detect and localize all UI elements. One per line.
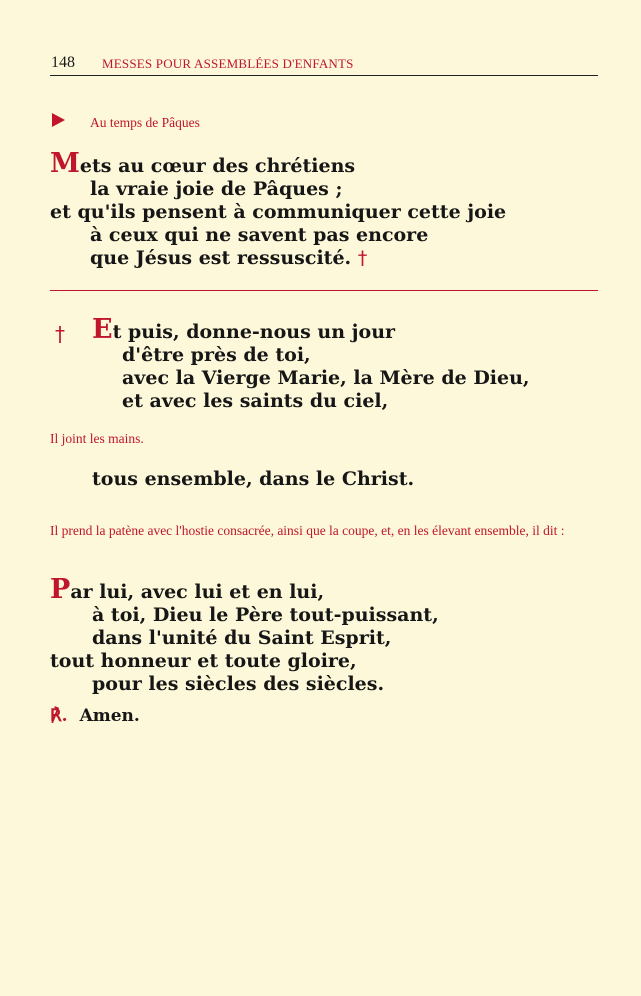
drop-cap: E (92, 314, 113, 345)
prayer-line: tout honneur et toute gloire, (50, 650, 357, 672)
prayer-line: pour les siècles des siècles. (92, 673, 385, 695)
cross-icon: † (55, 322, 65, 346)
page-header (50, 54, 598, 76)
easter-rubric: Au temps de Pâques (90, 115, 200, 130)
rubric-join-hands: Il joint les mains. (50, 431, 144, 446)
prayer-line: et avec les saints du ciel, (122, 390, 389, 412)
drop-cap: M (50, 148, 80, 179)
prayer-line: dans l'unité du Saint Esprit, (92, 627, 392, 649)
running-title: MESSES POUR ASSEMBLÉES D'ENFANTS (102, 56, 354, 71)
second-prayer (92, 314, 530, 413)
doxology (50, 574, 439, 696)
cross-icon: † (357, 247, 368, 269)
section-divider (50, 290, 598, 291)
play-arrow-icon (52, 113, 65, 127)
prayer-line: Par lui, avec lui et en lui, (50, 574, 325, 605)
drop-cap: P (50, 574, 71, 605)
prayer-line: avec la Vierge Marie, la Mère de Dieu, (122, 367, 530, 389)
prayer-line: et qu'ils pensent à communiquer cette joie (50, 201, 507, 223)
prayer-line: à toi, Dieu le Père tout-puissant, (92, 604, 439, 626)
together-line: tous ensemble, dans le Christ. (92, 468, 415, 490)
prayer-line: Mets au cœur des chrétiens (50, 148, 356, 179)
prayer-line: Et puis, donne-nous un jour (92, 314, 396, 345)
page-number: 148 (51, 54, 75, 71)
easter-prayer (50, 148, 507, 270)
prayer-line: que Jésus est ressuscité. † (90, 247, 368, 269)
rubric-paten: Il prend la patène avec l'hostie consacrée, ainsi que la coupe, et, en les élevant ensemble, il dit : (50, 523, 565, 538)
people-response (50, 706, 140, 726)
response-sign: ℟. (50, 706, 68, 726)
prayer-line: d'être près de toi, (122, 344, 311, 366)
response-text: Amen. (79, 706, 140, 726)
prayer-line: la vraie joie de Pâques ; (90, 178, 343, 200)
prayer-line: à ceux qui ne savent pas encore (90, 224, 429, 246)
